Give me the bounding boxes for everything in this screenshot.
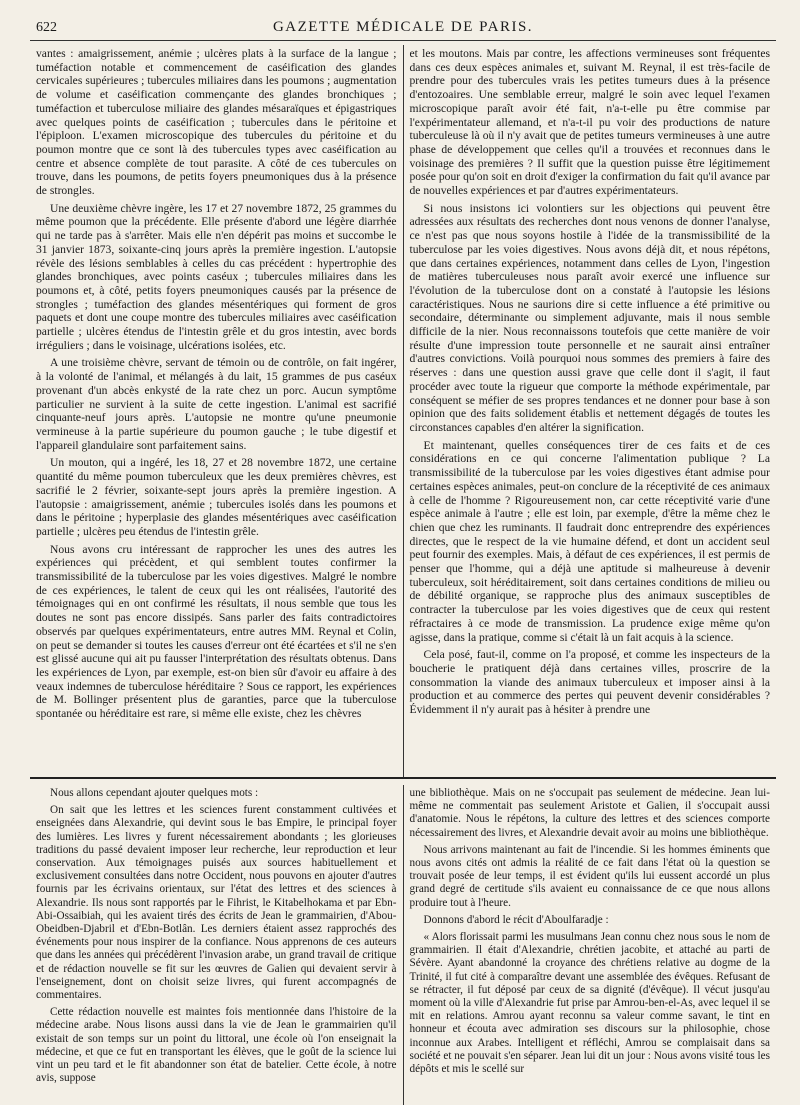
paragraph: Une deuxième chèvre ingère, les 17 et 27 novembre 1872, 25 grammes du même poumon que la précédente. Elle présente d'abord une légère diarrhée qui ne tarde pas à s'arrêter. Mais elle n'en dépérit pas moins et succombe le 31 janvier 1873, soixante-cinq jours après la première ingestion. L'autopsie révèle des lésions semblables à celles du cas précédent : hypertrophie des glandes bronchiques, avec points caséux ; tubercules miliaires dans les poumons et, à côté, petits foyers pneumoniques causés par la présence de strongles ; tuméfaction des glandes mésentériques qui forment de gros paquets et dont une coupe montre des tubercules miliaires avec caséification partielle ; ulcères étendus de l'intestin grêle et du gros intestin, avec bords irréguliers ; dans le voisinage, ulcérations isolées, etc. [36,201,397,352]
paragraph: Nous avons cru intéressant de rapprocher les unes des autres les expériences qui précèdent, et qui semblent toutes confirmer la transmissibilité de la tuberculose par les voies digestives. Malgré le nombre de ces expériences, le talent de ceux qui les ont réalisées, l'autorité des témoignages qui en ont confirmé les résultats, il nous semble que tous les doutes ne sont pas encore dissipés. Sans parler des faits contradictoires observés par quelques expérimentateurs, entre autres MM. Reynal et Colin, on peut se demander si toutes les causes d'erreur ont été écartées et s'il ne s'en est glissé aucune qui ait pu fausser l'interprétation des résultats obtenus. Dans les expériences de Lyon, par exemple, est-on bien sûr d'avoir eu affaire à des veaux indemnes de tuberculose héréditaire ? Sous ce rapport, les expériences de M. Bollinger présentent plus de garanties, parce que la tuberculose spontanée ou héréditaire est rare, si même elle existe, chez les chèvres [36,542,397,721]
paragraph: Nous allons cependant ajouter quelques mots : [50,787,259,799]
page-header [30,14,776,41]
paragraph: et les moutons. Mais par contre, les affections vermineuses sont fréquentes dans ces deux espèces animales et, suivant M. Reynal, il est très-facile de prendre pour des tubercules vrais les petites tumeurs dues à la présence d'entozoaires. Une semblable erreur, malgré le soin avec lequel l'examen microscopique paraît avoir été fait, n'a-t-elle pu être commise par l'expérimentateur allemand, et n'a-t-il pu voir des productions de nature tuberculeuse là où il n'y avait que de petites tumeurs vermineuses à une autre phase de développement que celles qu'il a trouvées et reconnues dans le voisinage des premières ? Il suffit que la question puisse être légitimement posée pour qu'on soit en droit d'exiger la confirmation du fait qu'il avance par de nouvelles expériences et par d'autres expérimentateurs. [409,47,770,198]
paragraph: Si nous insistons ici volontiers sur les objections qui peuvent être adressées aux résultats des recherches dont nous venons de donner l'analyse, ce n'est pas que nous soyons hostile à l'idée de la transmissibilité de la tuberculose par les voies digestives. Nous avons déjà dit, et nous répétons, que dans certaines expériences, notamment dans celles de Lyon, l'ingestion de matières tuberculeuses nous paraît avoir exercé une influence sur l'évolution de la tuberculose dont on a constaté à l'autopsie les lésions caractéristiques. Nous ne saurions dire si cette influence a été primitive ou secondaire, déterminante ou simplement adjuvante, mais il nous semble difficile de la nier. Nous reconnaissons toutefois que cette manière de voir résulte d'une impression toute personnelle et ne saurait ainsi entraîner d'autres convictions. Voilà pourquoi nous sommes des premiers à faire des réserves : dans une question aussi grave que celle dont il s'agit, il faut procéder avec toute la rigueur que comporte la méthode expérimentale, par conséquent se méfier de ses propres tendances et ne donner pour base à son opinion que des faits solidement établis et nettement dégagés de toutes les circonstances capables d'en altérer la signification. [409,201,770,434]
paragraph: Nous arrivons maintenant au fait de l'incendie. Si les hommes éminents que nous avons cités ont admis la réalité de ce fait dans l'état où la question se trouvait posée de leur temps, il est évident qu'ils lui eussent accordé un plus grand degré de certitude s'ils avaient eu connaissance de ce que nous allons produire tout à l'heure. [409,843,770,909]
feuilleton-left-column [30,785,403,1105]
quotation-paragraph: « Alors florissait parmi les musulmans Jean connu chez nous sous le nom de grammairien. Il était d'Alexandrie, chrétien jacobite, et attaché au parti de Sévère. Ayant abandonné la croyance des chrétiens relative au dogme de la Trinité, il fut cité à comparaître devant une assemblée des évêques. Refusant de se rétracter, il fut déposé par ceux de sa dignité (d'évêque). Il vécut jusqu'au moment où la ville d'Alexandrie fut prise par Amrou-ben-el-As, avec lequel il se mit en relations. Amrou ayant reconnu sa valeur comme savant, le tint en honneur et écouta avec admiration ses discours sur la philosophie, chose inconnue aux Arabes. Intelligent et réfléchi, Amrou se complaisait dans sa société et ne pouvait s'en séparer. Jean lui dit un jour : Nous avons visité tous les dépôts et mis le scellé sur [409,931,770,1076]
feuilleton-right-column [403,785,777,1105]
paragraph: Et maintenant, quelles conséquences tirer de ces faits et de ces considérations en ce qui concerne l'alimentation publique ? La transmissibilité de la tuberculose par les voies digestives étant admise pour certaines espèces animales, peut-on conclure de la réceptivité de ces animaux à celle de l'homme ? Rigoureusement non, car cette réceptivité varie d'une espèce animale à l'autre ; elle est loin, par exemple, d'être la même chez le chien que chez les ruminants. Il faudrait donc entreprendre des expériences directes, que le respect de la vie humaine défend, et dont un accident seul peut fournir des exemples. Mais, à défaut de ces expériences, il est permis de penser que l'homme, qui a déjà une aptitude si malheureuse à devenir tuberculeux, soit héréditairement, soit dans certaines conditions de milieu ou de débilité organique, se rapproche plus des animaux susceptibles de contracter la tuberculose par les voies digestives que de ceux qui restent réfractaires à ce mode de transmission. La prudence exige même qu'on agisse, dans la pratique, comme si c'était là un fait acquis à la science. [409,438,770,644]
journal-title: GAZETTE MÉDICALE DE PARIS. [272,19,534,35]
article-section [30,45,776,779]
paragraph: On sait que les lettres et les sciences furent constamment cultivées et enseignées dans Alexandrie, qui devint sous le bas Empire, le principal foyer des lumières. Les livres y furent nécessairement abondants ; les glorieuses traditions du passé devaient imposer leur recherche, leur reproduction et leur conservation. Aux témoignages puisés aux sources habituellement et exclusivement consultées dans notre Occident, nous pouvons en ajouter d'autres fournis par les écrivains orientaux, sur l'état des lettres et des sciences à Alexandrie. Ils nous sont rapportés par le Fihrist, le Kitabelhokama et par Ebn-Abi-Ossaibiah, qui les avaient tirés des écrits de Jean le grammairien, d'Abou-Obeidben-Djabril et d'Ebn-Botlân. Les derniers étaient assez rapprochés des événements pour nous inspirer de la confiance. Nous apprenons de ces auteurs que dans les années qui précédèrent l'invasion arabe, un grand travail de critique et de rédaction nouvelle se fit sur les œuvres de Galien qui devaient servir à l'enseignement, dont on choisit seize livres, qui furent accompagnés de commentaires. [36,804,397,1002]
article-right-column [403,45,777,777]
paragraph: une bibliothèque. Mais on ne s'occupait pas seulement de médecine. Jean lui-même ne commentait pas seulement Aristote et Galien, il s'occupait aussi d'anatomie. Nous le répétons, la culture des lettres et des sciences comporte nécessairement des livres, et Alexandrie devait avoir au moins une bibliothèque. [409,787,770,839]
paragraph: vantes : amaigrissement, anémie ; ulcères plats à la surface de la langue ; tuméfaction notable et commencement de caséification des glandes cervicales supérieures ; tubercules miliaires dans les poumons ; augmentation de volume et caséification commençante des glandes bronchiques ; tuméfaction et tuberculose miliaire des glandes mésaraïques et épigastriques avec quelques points de caséification ; tubercules dans le péritoine et l'épiploon. L'examen microscopique des tubercules du péritoine et du poumon montre que ce sont là des tubercules types avec caséification au centre et absence complète de tout parasite. A côté de ces tubercules on trouve, dans les poumons, de petits foyers pneumoniques dus à la présence de strongles. [36,47,397,198]
feuilleton-section [30,785,776,1105]
paragraph: Cette rédaction nouvelle est maintes fois mentionnée dans l'histoire de la médecine arabe. Nous lisons aussi dans la vie de Jean le grammairien qu'il existait de son temps sur un point du littoral, une école où l'on enseignait la médecine, et que ce fut en transportant les élèves, que le goût de la science lui vint un peu tard et le fit abandonner son état de batelier. Cette école, à notre avis, suppose [36,1006,397,1085]
paragraph: A une troisième chèvre, servant de témoin ou de contrôle, on fait ingérer, à la volonté de l'animal, et mélangés à du lait, 15 grammes de pus caséux provenant d'un abcès enkysté de la rate chez un porc. Aucun symptôme particulier ne survient à la suite de cette ingestion. L'animal est sacrifié cinquante-neuf jours après. L'autopsie ne montre qu'une pneumonie vermineuse à la partie supérieure du poumon gauche ; le tube digestif et l'appareil glandulaire sont parfaitement sains. [36,356,397,452]
paragraph: Cela posé, faut-il, comme on l'a proposé, et comme les inspecteurs de la boucherie le pratiquent déjà dans certaines villes, proscrire de la consommation la viande des animaux tuberculeux et imposer ainsi à la production et au commerce des pertes qui peuvent devenir considérables ? Évidemment il n'y aurait pas à hésiter à prendre une [409,648,770,717]
page-number: 622 [36,20,57,35]
article-left-column [30,45,403,777]
paragraph: Un mouton, qui a ingéré, les 18, 27 et 28 novembre 1872, une certaine quantité du même poumon tuberculeux que les deux premières chèvres, est sacrifié le 2 février, soixante-sept jours après la première ingestion. A l'autopsie : amaigrissement, anémie ; tubercules isolés dans les poumons et dans le péritoine ; hyperplasie des glandes mésentériques avec caséification partielle ; ulcères peu étendus de l'intestin grêle. [36,456,397,538]
paragraph: Donnons d'abord le récit d'Aboulfaradje : [423,913,609,926]
